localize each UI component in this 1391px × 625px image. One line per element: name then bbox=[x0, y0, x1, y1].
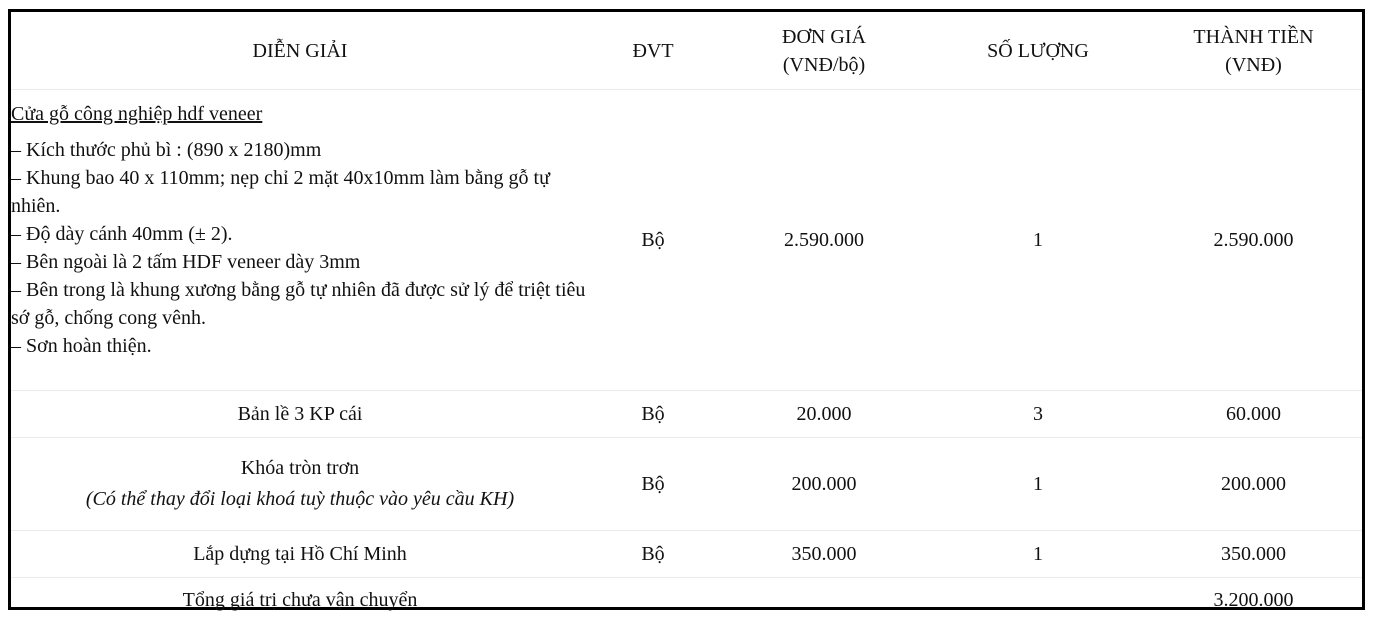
row-quantity: 1 bbox=[931, 438, 1145, 531]
header-unit bbox=[589, 12, 717, 90]
table-header-row bbox=[11, 12, 1362, 90]
header-total-sublabel: (VNĐ) bbox=[1225, 53, 1282, 76]
header-description-label: DIỄN GIẢI bbox=[252, 39, 348, 62]
spec-line: – Kích thước phủ bì : (890 x 2180)mm bbox=[11, 139, 322, 161]
header-total-label: THÀNH TIỀN bbox=[1193, 25, 1314, 48]
row-description-text: Khóa tròn trơn bbox=[240, 457, 360, 479]
row-note: (Có thể thay đổi loại khoá tuỳ thuộc vào yêu cầu KH) bbox=[85, 488, 515, 510]
product-title: Cửa gỗ công nghiệp hdf veneer bbox=[11, 103, 263, 125]
row-total: 2.590.000 bbox=[1145, 90, 1362, 391]
spec-line: – Khung bao 40 x 110mm; nẹp chỉ 2 mặt 40x10mm làm bằng gỗ tự nhiên. bbox=[11, 167, 550, 217]
header-unit-price-sublabel: (VNĐ/bộ) bbox=[782, 53, 866, 76]
header-unit-price-label: ĐƠN GIÁ bbox=[782, 25, 866, 48]
row-unit: Bộ bbox=[589, 438, 717, 531]
spec-line: – Sơn hoàn thiện. bbox=[11, 335, 152, 357]
row-unit: Bộ bbox=[589, 531, 717, 578]
empty-cell bbox=[717, 578, 931, 624]
quote-table bbox=[11, 12, 1362, 623]
header-unit-price bbox=[717, 12, 931, 90]
spec-line: – Bên trong là khung xương bằng gỗ tự nhiên đã được sử lý để triệt tiêu sớ gỗ, chống cong vênh. bbox=[11, 279, 586, 329]
grand-total: 3.200.000 bbox=[1213, 589, 1294, 611]
table-row bbox=[11, 90, 1362, 391]
header-description bbox=[11, 12, 589, 90]
row-price: 200.000 bbox=[717, 438, 931, 531]
row-unit: Bộ bbox=[589, 391, 717, 438]
table-row bbox=[11, 391, 1362, 438]
header-unit-label: ĐVT bbox=[632, 39, 674, 62]
row-quantity: 3 bbox=[931, 391, 1145, 438]
row-total: 350.000 bbox=[1145, 531, 1362, 578]
total-row bbox=[11, 578, 1362, 624]
total-label: Tổng giá trị chưa vận chuyển bbox=[182, 589, 418, 611]
empty-cell bbox=[931, 578, 1145, 624]
header-total bbox=[1145, 12, 1362, 90]
table-row bbox=[11, 438, 1362, 531]
row-quantity: 1 bbox=[931, 531, 1145, 578]
empty-cell bbox=[589, 578, 717, 624]
header-quantity-label: SỐ LƯỢNG bbox=[987, 39, 1089, 62]
spec-line: – Độ dày cánh 40mm (± 2). bbox=[11, 223, 233, 245]
row-price: 20.000 bbox=[717, 391, 931, 438]
spec-line: – Bên ngoài là 2 tấm HDF veneer dày 3mm bbox=[11, 251, 361, 273]
quote-table-frame bbox=[8, 9, 1365, 610]
header-quantity bbox=[931, 12, 1145, 90]
row-description: Lắp dựng tại Hồ Chí Minh bbox=[11, 531, 589, 578]
row-description bbox=[11, 90, 589, 391]
row-total: 200.000 bbox=[1145, 438, 1362, 531]
row-unit: Bộ bbox=[589, 90, 717, 391]
row-price: 350.000 bbox=[717, 531, 931, 578]
row-description bbox=[11, 438, 589, 531]
row-total: 60.000 bbox=[1145, 391, 1362, 438]
row-price: 2.590.000 bbox=[717, 90, 931, 391]
row-description: Bản lề 3 KP cái bbox=[11, 391, 589, 438]
table-row bbox=[11, 531, 1362, 578]
row-quantity: 1 bbox=[931, 90, 1145, 391]
